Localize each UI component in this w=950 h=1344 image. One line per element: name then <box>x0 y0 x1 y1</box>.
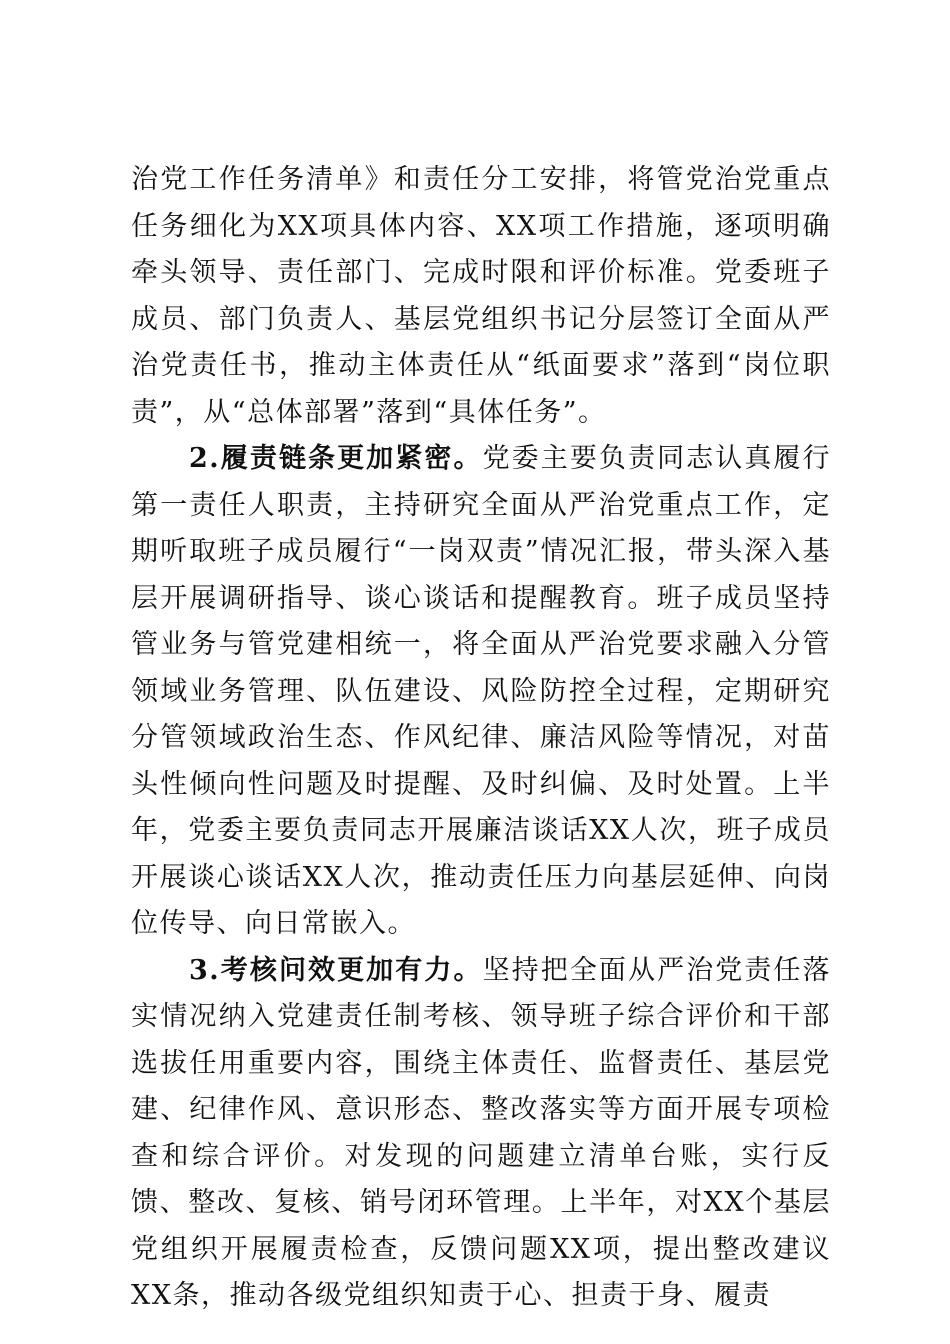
paragraph-item-2 <box>131 436 831 948</box>
paragraph-continued: 治党工作任务清单》和责任分工安排，将管党治党重点任务细化为XX项具体内容、XX项工作措施，逐项明确牵头领导、责任部门、完成时限和评价标准。党委班子成员、部门负责人、基层党组织书记分层签订全面从严治党责任书，推动主体责任从“纸面要求”落到“岗位职责”，从“总体部署”落到“具体任务”。 <box>131 164 831 428</box>
item-2-body: 党委主要负责同志认真履行第一责任人职责，主持研究全面从严治党重点工作，定期听取班子成员履行“一岗双责”情况汇报，带头深入基层开展调研指导、谈心谈话和提醒教育。班子成员坚持管业务与管党建相统一，将全面从严治党要求融入分管领域业务管理、队伍建设、风险防控全过程，定期研究分管领域政治生态、作风纪律、廉洁风险等情况，对苗头性倾向性问题及时提醒、及时纠偏、及时处置。上半年，党委主要负责同志开展廉洁谈话XX人次，班子成员开展谈心谈话XX人次，推动责任压力向基层延伸、向岗位传导、向日常嵌入。 <box>131 443 832 939</box>
document-body <box>131 157 831 1320</box>
item-3-heading: 3.考核问效更加有力。 <box>189 954 483 986</box>
paragraph-item-3 <box>131 948 831 1320</box>
item-2-heading: 2.履责链条更加紧密。 <box>189 443 483 474</box>
item-3-body: 坚持把全面从严治党责任落实情况纳入党建责任制考核、领导班子综合评价和干部选拔任用重要内容，围绕主体责任、监督责任、基层党建、纪律作风、意识形态、整改落实等方面开展专项检查和综合评价。对发现的问题建立清单台账，实行反馈、整改、复核、销号闭环管理。上半年，对XX个基层党组织开展履责检查，反馈问题XX项，提出整改建议XX条，推动各级党组织知责于心、担责于身、履责 <box>131 954 832 1311</box>
